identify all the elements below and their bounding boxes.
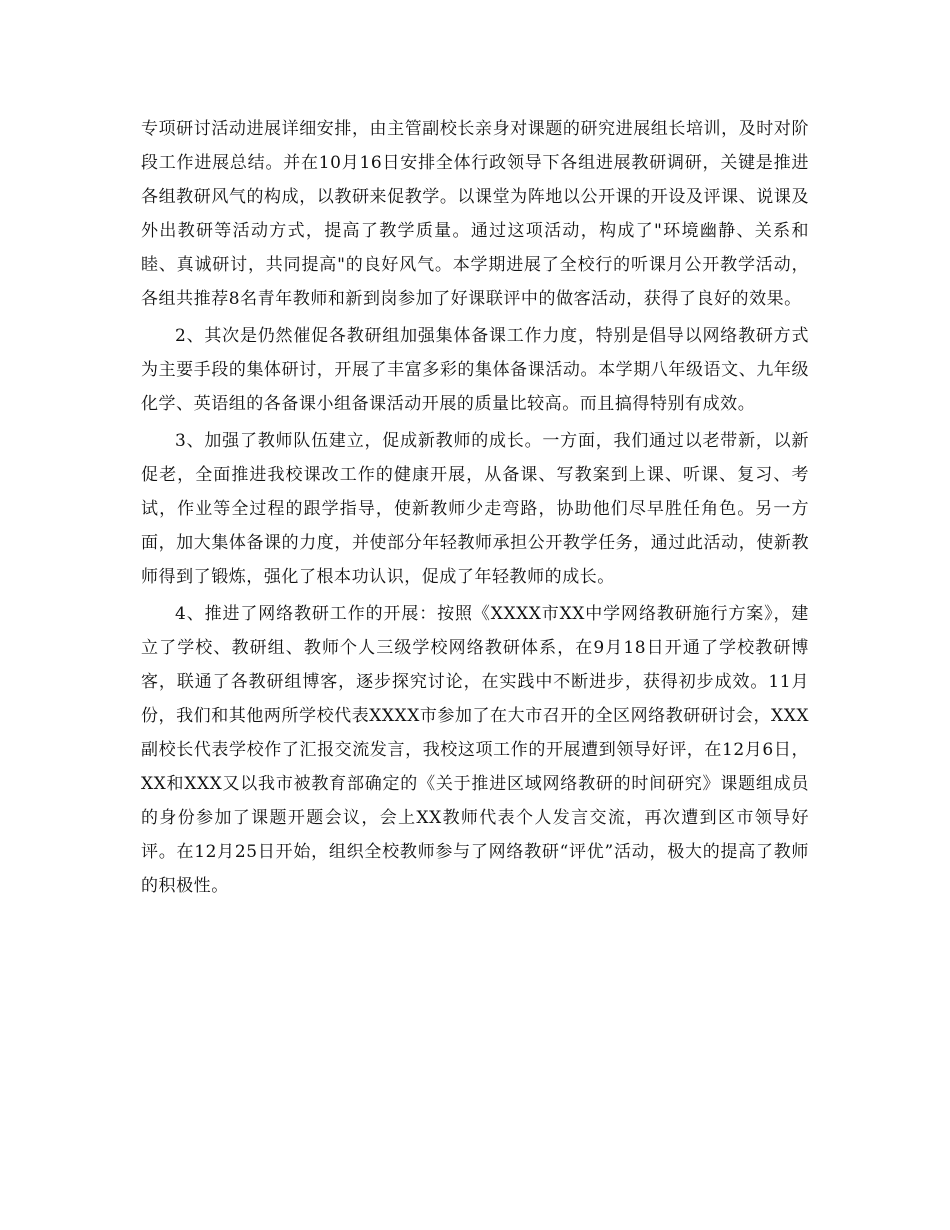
paragraph-item-3: 3、加强了教师队伍建立，促成新教师的成长。一方面，我们通过以老带新，以新促老，全面推进我校课改工作的健康开展，从备课、写教案到上课、听课、复习、考试，作业等全过程的跟学指导，使新教师少走弯路，协助他们尽早胜任角色。另一方面，加大集体备课的力度，并使部分年轻教师承担公开教学任务，通过此活动，使新教师得到了锻炼，强化了根本功认识，促成了年轻教师的成长。: [141, 431, 809, 587]
paragraph-continuation: 专项研讨活动进展详细安排，由主管副校长亲身对课题的研究进展组长培训，及时对阶段工作进展总结。并在10月16日安排全体行政领导下各组进展教研调研，关键是推进各组教研风气的构成，以教研来促教学。以课堂为阵地以公开课的开设及评课、说课及外出教研等活动方式，提高了教学质量。通过这项活动，构成了"环境幽静、关系和睦、真诚研讨，共同提高"的良好风气。本学期进展了全校行的听课月公开教学活动，各组共推荐8名青年教师和新到岗参加了好课联评中的做客活动，获得了良好的效果。: [141, 119, 809, 309]
document-body: [141, 112, 809, 906]
paragraph-item-2: 2、其次是仍然催促各教研组加强集体备课工作力度，特别是倡导以网络教研方式为主要手段的集体研讨，开展了丰富多彩的集体备课活动。本学期八年级语文、九年级化学、英语组的各备课小组备课活动开展的质量比较高。而且搞得特别有成效。: [141, 326, 809, 414]
paragraph-item-4: 4、推进了网络教研工作的开展：按照《XXXX市XX中学网络教研施行方案》，建立了学校、教研组、教师个人三级学校网络教研体系，在9月18日开通了学校教研博客，联通了各教研组博客，逐步探究讨论，在实践中不断进步，获得初步成效。11月份，我们和其他两所学校代表XXXX市参加了在大市召开的全区网络教研研讨会，XXX副校长代表学校作了汇报交流发言，我校这项工作的开展遭到领导好评，在12月6日，XX和XXX又以我市被教育部确定的《关于推进区域网络教研的时间研究》课题组成员的身份参加了课题开题会议，会上XX教师代表个人发言交流，再次遭到区市领导好评。在12月25日开始，组织全校教师参与了网络教研“评优”活动，极大的提高了教师的积极性。: [141, 604, 809, 896]
